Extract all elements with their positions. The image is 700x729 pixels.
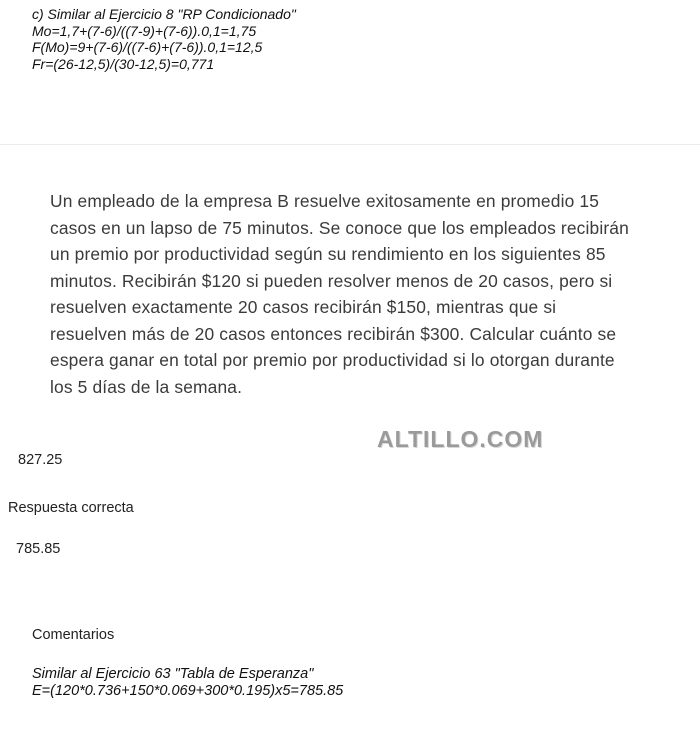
problem-line: resuelven más de 20 casos entonces recibirán $300. Calcular cuánto se: [50, 323, 617, 344]
comment-line: Similar al Ejercicio 63 "Tabla de Esperanza": [32, 666, 314, 682]
problem-line: resuelven exactamente 20 casos recibirán $150, mientras que si: [50, 297, 557, 317]
problem-line: casos en un lapso de 75 minutos. Se conoce que los empleados recibirán: [50, 217, 629, 238]
comment-line: E=(120*0.736+150*0.069+300*0.195)x5=785.85: [32, 683, 344, 699]
problem-line: espera ganar en total por premio por productividad si lo otorgan durante: [50, 350, 615, 370]
comments-body: [32, 666, 343, 700]
previous-exercise-title: c) Similar al Ejercicio 8 "RP Condicionado": [32, 6, 296, 22]
correct-answer-label: Respuesta correcta: [8, 500, 134, 516]
problem-line: los 5 días de la semana.: [50, 376, 243, 397]
problem-line: Un empleado de la empresa B resuelve exitosamente en promedio 15: [50, 191, 600, 211]
given-answer: 827.25: [18, 452, 63, 468]
previous-exercise-line: Mo=1,7+(7-6)/((7-9)+(7-6)).0,1=1,75: [32, 22, 257, 39]
watermark: ALTILLO.COM: [377, 426, 544, 452]
previous-exercise-line: F(Mo)=9+(7-6)/((7-6)+(7-6)).0,1=12,5: [32, 39, 263, 55]
previous-exercise-block: [32, 6, 296, 72]
previous-exercise-line: Fr=(26-12,5)/(30-12,5)=0,771: [32, 55, 215, 72]
problem-line: un premio por productividad según su rendimiento en los siguientes 85: [50, 244, 606, 264]
comments-label: Comentarios: [32, 627, 115, 643]
section-divider: [0, 144, 700, 145]
problem-statement: [50, 188, 690, 400]
correct-answer: 785.85: [16, 541, 61, 557]
problem-line: minutos. Recibirán $120 si pueden resolver menos de 20 casos, pero si: [50, 270, 613, 291]
